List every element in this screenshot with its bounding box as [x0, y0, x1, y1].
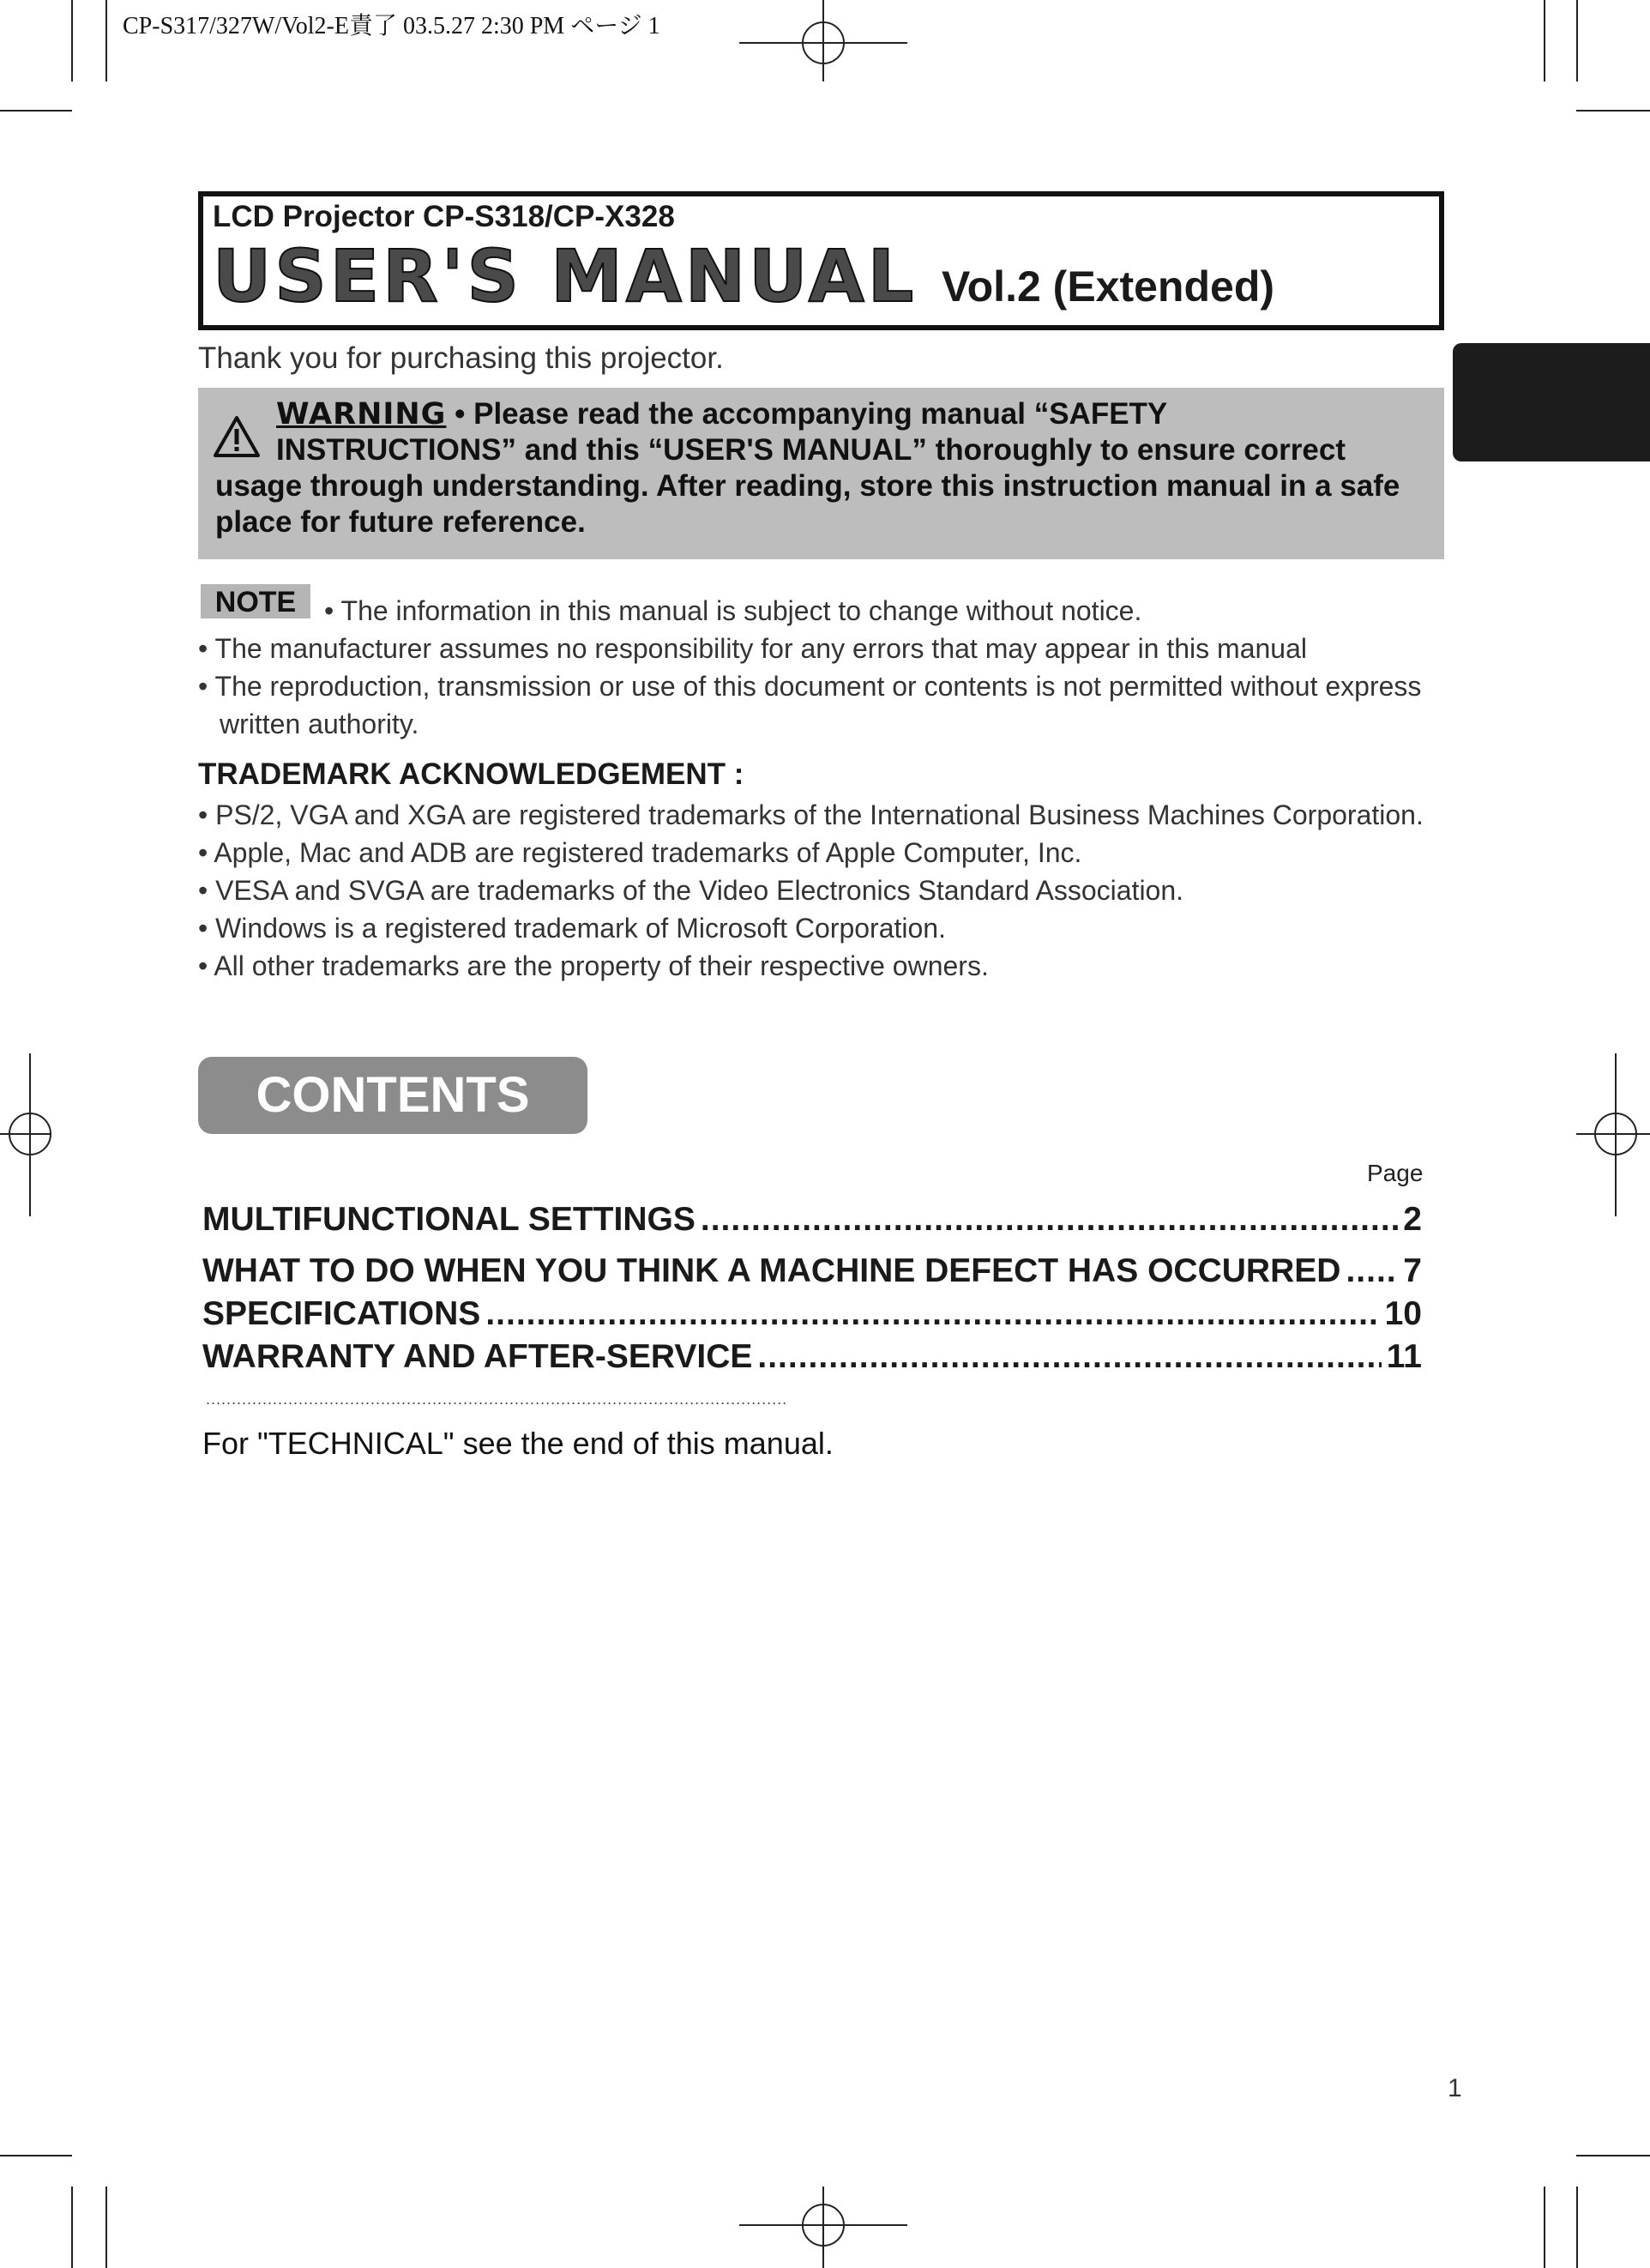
toc-entry-title: MULTIFUNCTIONAL SETTINGS [202, 1201, 696, 1238]
toc-entry-page: 2 [1403, 1201, 1422, 1238]
warning-label: WARNING [276, 397, 447, 431]
toc-entry-title: WARRANTY AND AFTER-SERVICE [202, 1338, 753, 1375]
toc-entry-page: 10 [1384, 1295, 1422, 1332]
toc-entry[interactable] [202, 1252, 1422, 1290]
trademark-item: • PS/2, VGA and XGA are registered trademarks of the International Business Machines Corporation. [198, 799, 1424, 830]
note-item: • The manufacturer assumes no responsibility for any errors that may appear in this manual [198, 633, 1307, 664]
trademark-heading: TRADEMARK ACKNOWLEDGEMENT : [198, 757, 744, 791]
note-list [198, 592, 1450, 743]
trademark-item: • Windows is a registered trademark of Microsoft Corporation. [198, 913, 946, 944]
toc-leader-dots [485, 1295, 1379, 1333]
trademark-item: • All other trademarks are the property of their respective owners. [198, 950, 989, 981]
print-slug: CP-S317/327W/Vol2-E責了 03.5.27 2:30 PM ページ 1 [123, 13, 660, 39]
toc-leader-dots [757, 1338, 1381, 1376]
warning-second-line: INSTRUCTIONS” and this “USER'S MANUAL” thoroughly to ensure correct [276, 433, 1346, 467]
note-item: written authority. [220, 709, 419, 739]
toc-entry[interactable] [202, 1295, 1422, 1333]
note-item: • The information in this manual is subject to change without notice. [324, 595, 1142, 626]
warning-first-line: • Please read the accompanying manual “SAFETY [446, 397, 1168, 431]
toc-entry-title: WHAT TO DO WHEN YOU THINK A MACHINE DEFECT HAS OCCURRED [202, 1252, 1341, 1289]
manual-title: USER'S MANUAL [213, 234, 918, 318]
thank-you-text: Thank you for purchasing this projector. [198, 341, 724, 375]
warning-rest: usage through understanding. After reading, store this instruction manual in a safe place for future reference. [215, 469, 1400, 539]
warning-text [215, 396, 1433, 540]
toc-separator [206, 1393, 786, 1405]
toc-entry[interactable] [202, 1201, 1422, 1239]
toc-entry-page: 7 [1403, 1252, 1422, 1289]
technical-note: For "TECHNICAL" see the end of this manual. [202, 1426, 834, 1461]
section-tab [1453, 343, 1650, 461]
page-column-label: Page [1367, 1160, 1424, 1186]
volume-label: Vol.2 (Extended) [942, 262, 1275, 311]
trademark-list [198, 796, 1424, 985]
contents-heading: CONTENTS [198, 1057, 587, 1134]
note-item: • The reproduction, transmission or use of this document or contents is not permitted without express [198, 671, 1422, 702]
trademark-item: • VESA and SVGA are trademarks of the Video Electronics Standard Association. [198, 875, 1184, 906]
note-badge: NOTE [201, 584, 310, 618]
toc-entry-page: 11 [1386, 1338, 1422, 1375]
toc-leader-dots [1346, 1252, 1398, 1290]
toc-entry[interactable] [202, 1338, 1422, 1376]
product-line: LCD Projector CP-S318/CP-X328 [213, 200, 675, 233]
toc-entry-title: SPECIFICATIONS [202, 1295, 481, 1332]
trademark-item: • Apple, Mac and ADB are registered trademarks of Apple Computer, Inc. [198, 837, 1082, 868]
toc-leader-dots [701, 1201, 1398, 1239]
page-number: 1 [1448, 2074, 1462, 2102]
